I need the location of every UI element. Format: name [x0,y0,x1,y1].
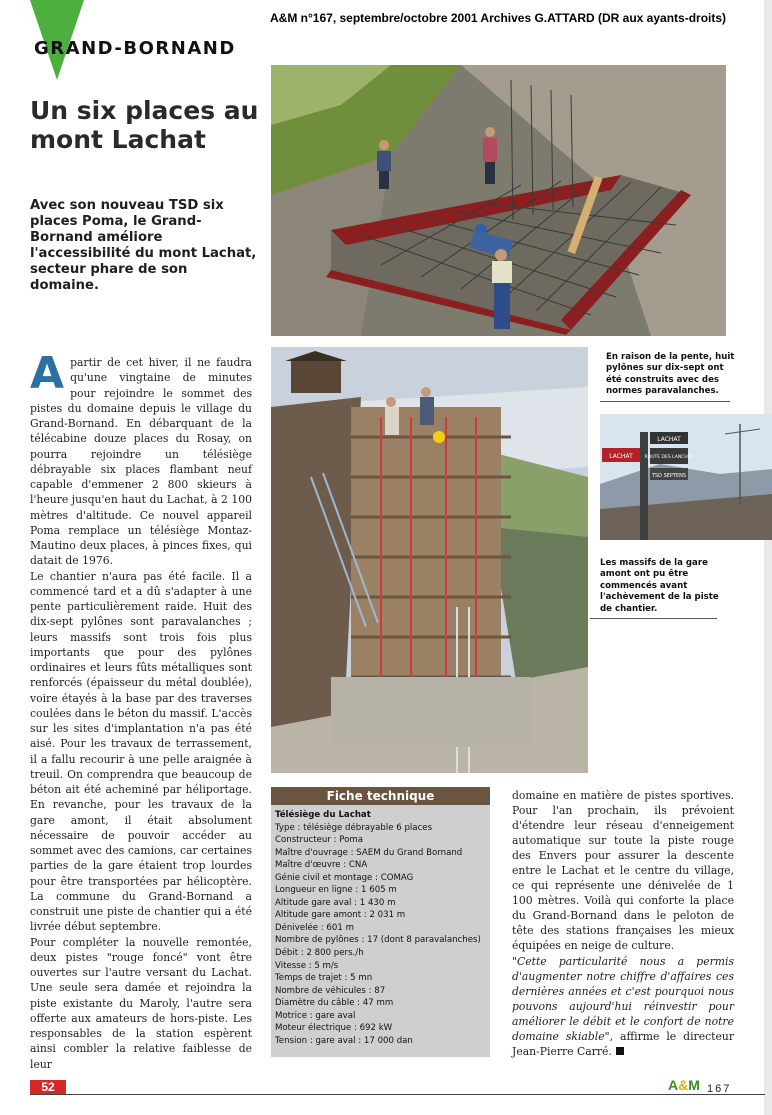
page-number: 52 [30,1080,66,1095]
fiche-title: Télésiège du Lachat [275,810,371,820]
fiche-line: Motrice : gare aval [275,1010,356,1021]
archive-credit: A&M n°167, septembre/octobre 2001 Archives G.ATTARD (DR aux ayants-droits) [270,11,727,25]
sign-label-tsd: TSD SEPTENS [651,473,687,479]
drop-cap: A [30,348,65,399]
photo-rebar-foundation [271,65,726,336]
caption-rule-1 [600,401,730,402]
fiche-line: Diamètre du câble : 47 mm [275,998,394,1009]
sign-label-lachat-right: LACHAT [657,436,681,443]
article-body-left [30,348,252,1072]
fiche-line: Maître d'œuvre : CNA [275,860,368,871]
fiche-heading: Fiche technique [271,787,490,805]
article-lede: Avec son nouveau TSD six places Poma, le Grand-Bornand améliore l'accessibilité du mont Lachat, secteur phare de son domaine. [30,198,257,293]
photo-pylon-formwork [271,347,588,773]
fiche-line: Nombre de véhicules : 87 [275,985,386,996]
fiche-line: Vitesse : 5 m/s [275,960,339,971]
fiche-line: Moteur électrique : 692 kW [275,1023,393,1034]
fiche-line: Longueur en ligne : 1 605 m [275,885,397,896]
page-edge-shadow [764,0,772,1115]
end-mark [616,1047,624,1055]
photo-signpost [600,414,772,540]
caption-station: Les massifs de la gare amont ont pu être commencés avant l'achèvement de la piste de chantier. [600,558,719,614]
logo-m: M [688,1077,700,1093]
fiche-line: Nombre de pylônes : 17 (dont 8 paravalanches) [275,935,481,946]
director-quote: "Cette particularité nous a permis d'augmenter notre chiffre d'affaires ces dernières années et c'est pourquoi nous pouvons aujourd'hui réinvestir pour améliorer le débit et le confort de notre domaine skiable" [512,954,734,1043]
fiche-line: Temps de trajet : 5 mn [275,973,373,984]
section-title: GRAND-BORNAND [34,38,236,59]
fiche-line: Type : télésiège débrayable 6 places [275,822,433,833]
fiche-line: Tension : gare aval : 17 000 dan [275,1035,413,1046]
sign-label-route: ROUTE DES LANCHES [644,455,694,460]
fiche-line: Constructeur : Poma [275,835,364,846]
article-title: Un six places au mont Lachat [30,96,259,154]
fiche-line: Maître d'ouvrage : SAEM du Grand Bornand [275,847,463,858]
logo-a: A [668,1077,679,1093]
article-body-right [512,788,734,1059]
issue-number: 167 [707,1083,732,1095]
fiche-line: Génie civil et montage : COMAG [275,872,414,883]
pylon-formwork-illustration [271,347,588,773]
body-paragraph-1 [30,348,252,569]
rebar-foundation-illustration [271,65,726,336]
fiche-body [271,805,490,1047]
caption-rule-2 [590,618,717,619]
body-paragraph-2: Le chantier n'aura pas été facile. Il a commencé tard et a dû s'adapter à une pente particulièrement raide. Huit des dix-sept pylônes sont paravalanches ; leurs massifs sont trois fois plus importants que pour des pylônes ordinaires et leurs fûts métalliques sont renforcés (épaisseur du métal doublée), voire étayés à la base par des traverses coulées dans le béton du massif. L'accès sur les sites d'implantation n'a pas été aisé. Pour les travaux de terrassement, il a fallu recourir à une pelle araignée à treuil. On comprendra que beaucoup de béton ait été acheminé par héliportage. En revanche, pour les travaux de la gare amont, il était absolument nécessaire de pouvoir accéder au sommet avec des camions, car certaines parties de la gare étaient trop lourdes pour être transportées par hélicoptère. La commune du Grand-Bornand a construit une piste de chantier qui a été livrée début septembre. [30,569,252,934]
sign-label-lachat-left: LACHAT [609,453,633,460]
magazine-logo [668,1077,700,1093]
paragraph-text: partir de cet hiver, il ne faudra qu'une vingtaine de minutes pour rejoindre le sommet des pistes du domaine depuis le village du Grand-Bornand. En débarquant de la télécabine douze places du Rosay, on pourra rejoindre un télésiège débrayable six places flambant neuf capable d'emmener 2 800 skieurs à l'heure jusqu'en haut du Lachat, à 2 100 mètres d'altitude. Ce nouvel appareil Poma remplace un télésiège Montaz-Mautino deux places, à pinces fixes, qui datait de 1976. [30,356,252,568]
quote-attribution: , affirme le directeur Jean-Pierre Carré. [512,1029,734,1058]
fiche-line: Altitude gare aval : 1 430 m [275,897,396,908]
signpost-illustration [600,414,772,540]
fiche-technique-box [271,787,490,1057]
body-continuation: domaine en matière de pistes sportives. Pour l'an prochain, ils prévoient d'étendre leur réseau d'enneigement automatique sur toute la piste rouge des Envers pour assurer la descente entre le Lachat et le centre du village, ce qui représente une dénivelée de 1 100 mètres. Voilà qui conforte la place du Grand-Bornand dans le peloton de tête des stations françaises les mieux équipées en neige de culture. [512,789,734,953]
fiche-line: Altitude gare amont : 2 031 m [275,910,406,921]
fiche-line: Débit : 2 800 pers./h [275,948,364,959]
caption-pylons: En raison de la pente, huit pylônes sur dix-sept ont été construits avec des normes paravalanches. [606,352,735,397]
logo-ampersand: & [678,1077,689,1093]
fiche-line: Dénivelée : 601 m [275,922,354,933]
body-quote-paragraph [512,954,734,1059]
body-paragraph-3: Pour compléter la nouvelle remontée, deux pistes "rouge foncé" vont être ouvertes sur l'autre versant du Lachat. Une seule sera damée et rejoindra la piste existante du Maroly, l'autre sera offerte aux amateurs de hors-piste. Les responsables de la station espèrent ainsi combler la relative faiblesse de leur [30,935,252,1071]
footer-rule [30,1094,765,1095]
